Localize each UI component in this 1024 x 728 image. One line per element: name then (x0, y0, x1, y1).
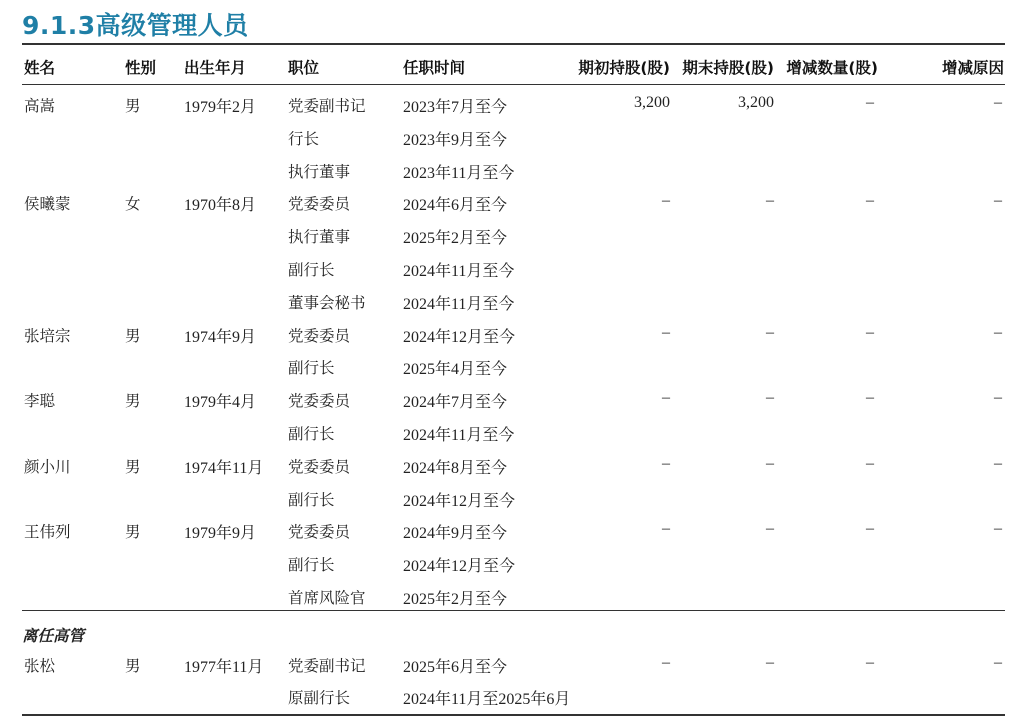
person-gender: 女 (125, 195, 141, 214)
change-qty: – (866, 454, 874, 472)
header-birth: 出生年月 (184, 59, 247, 77)
role-position: 党委委员 (288, 523, 351, 542)
change-reason: – (994, 389, 1002, 407)
role-tenure: 2025年2月至今 (403, 591, 508, 608)
header-position: 职位 (288, 59, 320, 77)
header-name: 姓名 (24, 59, 56, 77)
role-tenure: 2024年9月至今 (403, 525, 508, 543)
section-divider (22, 610, 1005, 611)
person-birth: 1970年8月 (184, 197, 257, 215)
person-name: 张培宗 (24, 326, 71, 345)
page-title: 9.1.3高级管理人员 (22, 11, 249, 40)
change-qty: – (866, 192, 874, 210)
start-shares: – (662, 192, 670, 210)
person-gender: 男 (125, 392, 141, 411)
role-position: 副行长 (288, 261, 335, 279)
start-shares: – (662, 389, 670, 407)
person-birth: 1979年9月 (184, 525, 257, 543)
end-shares: – (766, 192, 774, 210)
start-shares: – (662, 323, 670, 341)
person-gender: 男 (125, 457, 141, 476)
header-change-qty: 增减数量(股) (786, 59, 878, 77)
role-tenure: 2024年11月至今 (403, 295, 515, 313)
change-qty: – (866, 654, 874, 671)
change-reason: – (994, 454, 1002, 472)
person-birth: 1979年2月 (184, 99, 257, 116)
role-tenure: 2024年11月至2025年6月 (403, 691, 571, 708)
role-position: 党委委员 (288, 457, 351, 476)
end-shares: – (766, 323, 774, 341)
person-name: 王伟列 (24, 523, 71, 542)
role-tenure: 2025年6月至今 (403, 659, 508, 676)
role-position: 原副行长 (288, 689, 351, 707)
person-gender: 男 (125, 326, 141, 345)
role-tenure: 2025年4月至今 (403, 361, 508, 379)
person-name: 颜小川 (24, 457, 71, 476)
header-tenure: 任职时间 (403, 59, 466, 77)
role-tenure: 2025年2月至今 (403, 230, 508, 248)
header-end-shares: 期末持股(股) (682, 59, 774, 77)
role-position: 党委委员 (288, 392, 351, 411)
end-shares: 3,200 (738, 94, 774, 111)
change-reason: – (994, 192, 1002, 210)
role-tenure: 2023年7月至今 (403, 99, 508, 116)
role-position: 执行董事 (288, 162, 351, 181)
start-shares: 3,200 (634, 94, 670, 111)
role-position: 董事会秘书 (288, 293, 366, 312)
change-reason: – (994, 94, 1002, 111)
role-position: 党委委员 (288, 195, 351, 214)
role-position: 行长 (288, 129, 320, 148)
person-gender: 男 (125, 523, 141, 542)
role-tenure: 2024年12月至今 (403, 328, 516, 346)
person-name: 高嵩 (24, 97, 56, 115)
role-position: 党委副书记 (288, 97, 366, 115)
person-gender: 男 (125, 657, 141, 675)
change-reason: – (994, 323, 1002, 341)
role-tenure: 2024年7月至今 (403, 394, 508, 412)
header-start-shares: 期初持股(股) (578, 59, 670, 77)
end-shares: – (766, 454, 774, 472)
role-position: 副行长 (288, 359, 335, 378)
person-birth: 1974年11月 (184, 459, 264, 477)
role-position: 副行长 (288, 490, 335, 509)
role-tenure: 2023年9月至今 (403, 131, 508, 149)
role-position: 首席风险官 (288, 589, 366, 607)
end-shares: – (766, 520, 774, 538)
person-birth: 1979年4月 (184, 394, 257, 412)
former-section-title: 离任高管 (22, 627, 85, 645)
header-change-reason: 增减原因 (941, 59, 1004, 77)
person-name: 张松 (24, 657, 56, 675)
change-reason: – (994, 520, 1002, 538)
role-position: 党委副书记 (288, 657, 366, 675)
end-shares: – (766, 654, 774, 671)
role-tenure: 2024年11月至今 (403, 263, 515, 280)
role-tenure: 2023年11月至今 (403, 164, 515, 182)
start-shares: – (662, 520, 670, 538)
role-position: 副行长 (288, 556, 335, 575)
person-birth: 1974年9月 (184, 328, 257, 346)
person-name: 侯曦蒙 (24, 195, 71, 214)
role-position: 副行长 (288, 425, 335, 443)
role-tenure: 2024年12月至今 (403, 558, 516, 576)
change-reason: – (994, 654, 1002, 671)
start-shares: – (662, 454, 670, 472)
change-qty: – (866, 389, 874, 407)
role-position: 执行董事 (288, 228, 351, 247)
role-position: 党委委员 (288, 326, 351, 345)
header-bottom-rule (22, 84, 1005, 85)
person-name: 李聪 (24, 392, 56, 411)
header-top-rule (22, 43, 1005, 45)
role-tenure: 2024年8月至今 (403, 459, 508, 477)
person-birth: 1977年11月 (184, 659, 264, 676)
role-tenure: 2024年12月至今 (403, 492, 516, 510)
start-shares: – (662, 654, 670, 671)
change-qty: – (866, 323, 874, 341)
end-shares: – (766, 389, 774, 407)
role-tenure: 2024年6月至今 (403, 197, 508, 215)
table-bottom-rule (22, 714, 1005, 716)
change-qty: – (866, 94, 874, 111)
person-gender: 男 (125, 97, 141, 115)
role-tenure: 2024年11月至今 (403, 427, 515, 444)
header-gender: 性别 (125, 59, 157, 77)
change-qty: – (866, 520, 874, 538)
